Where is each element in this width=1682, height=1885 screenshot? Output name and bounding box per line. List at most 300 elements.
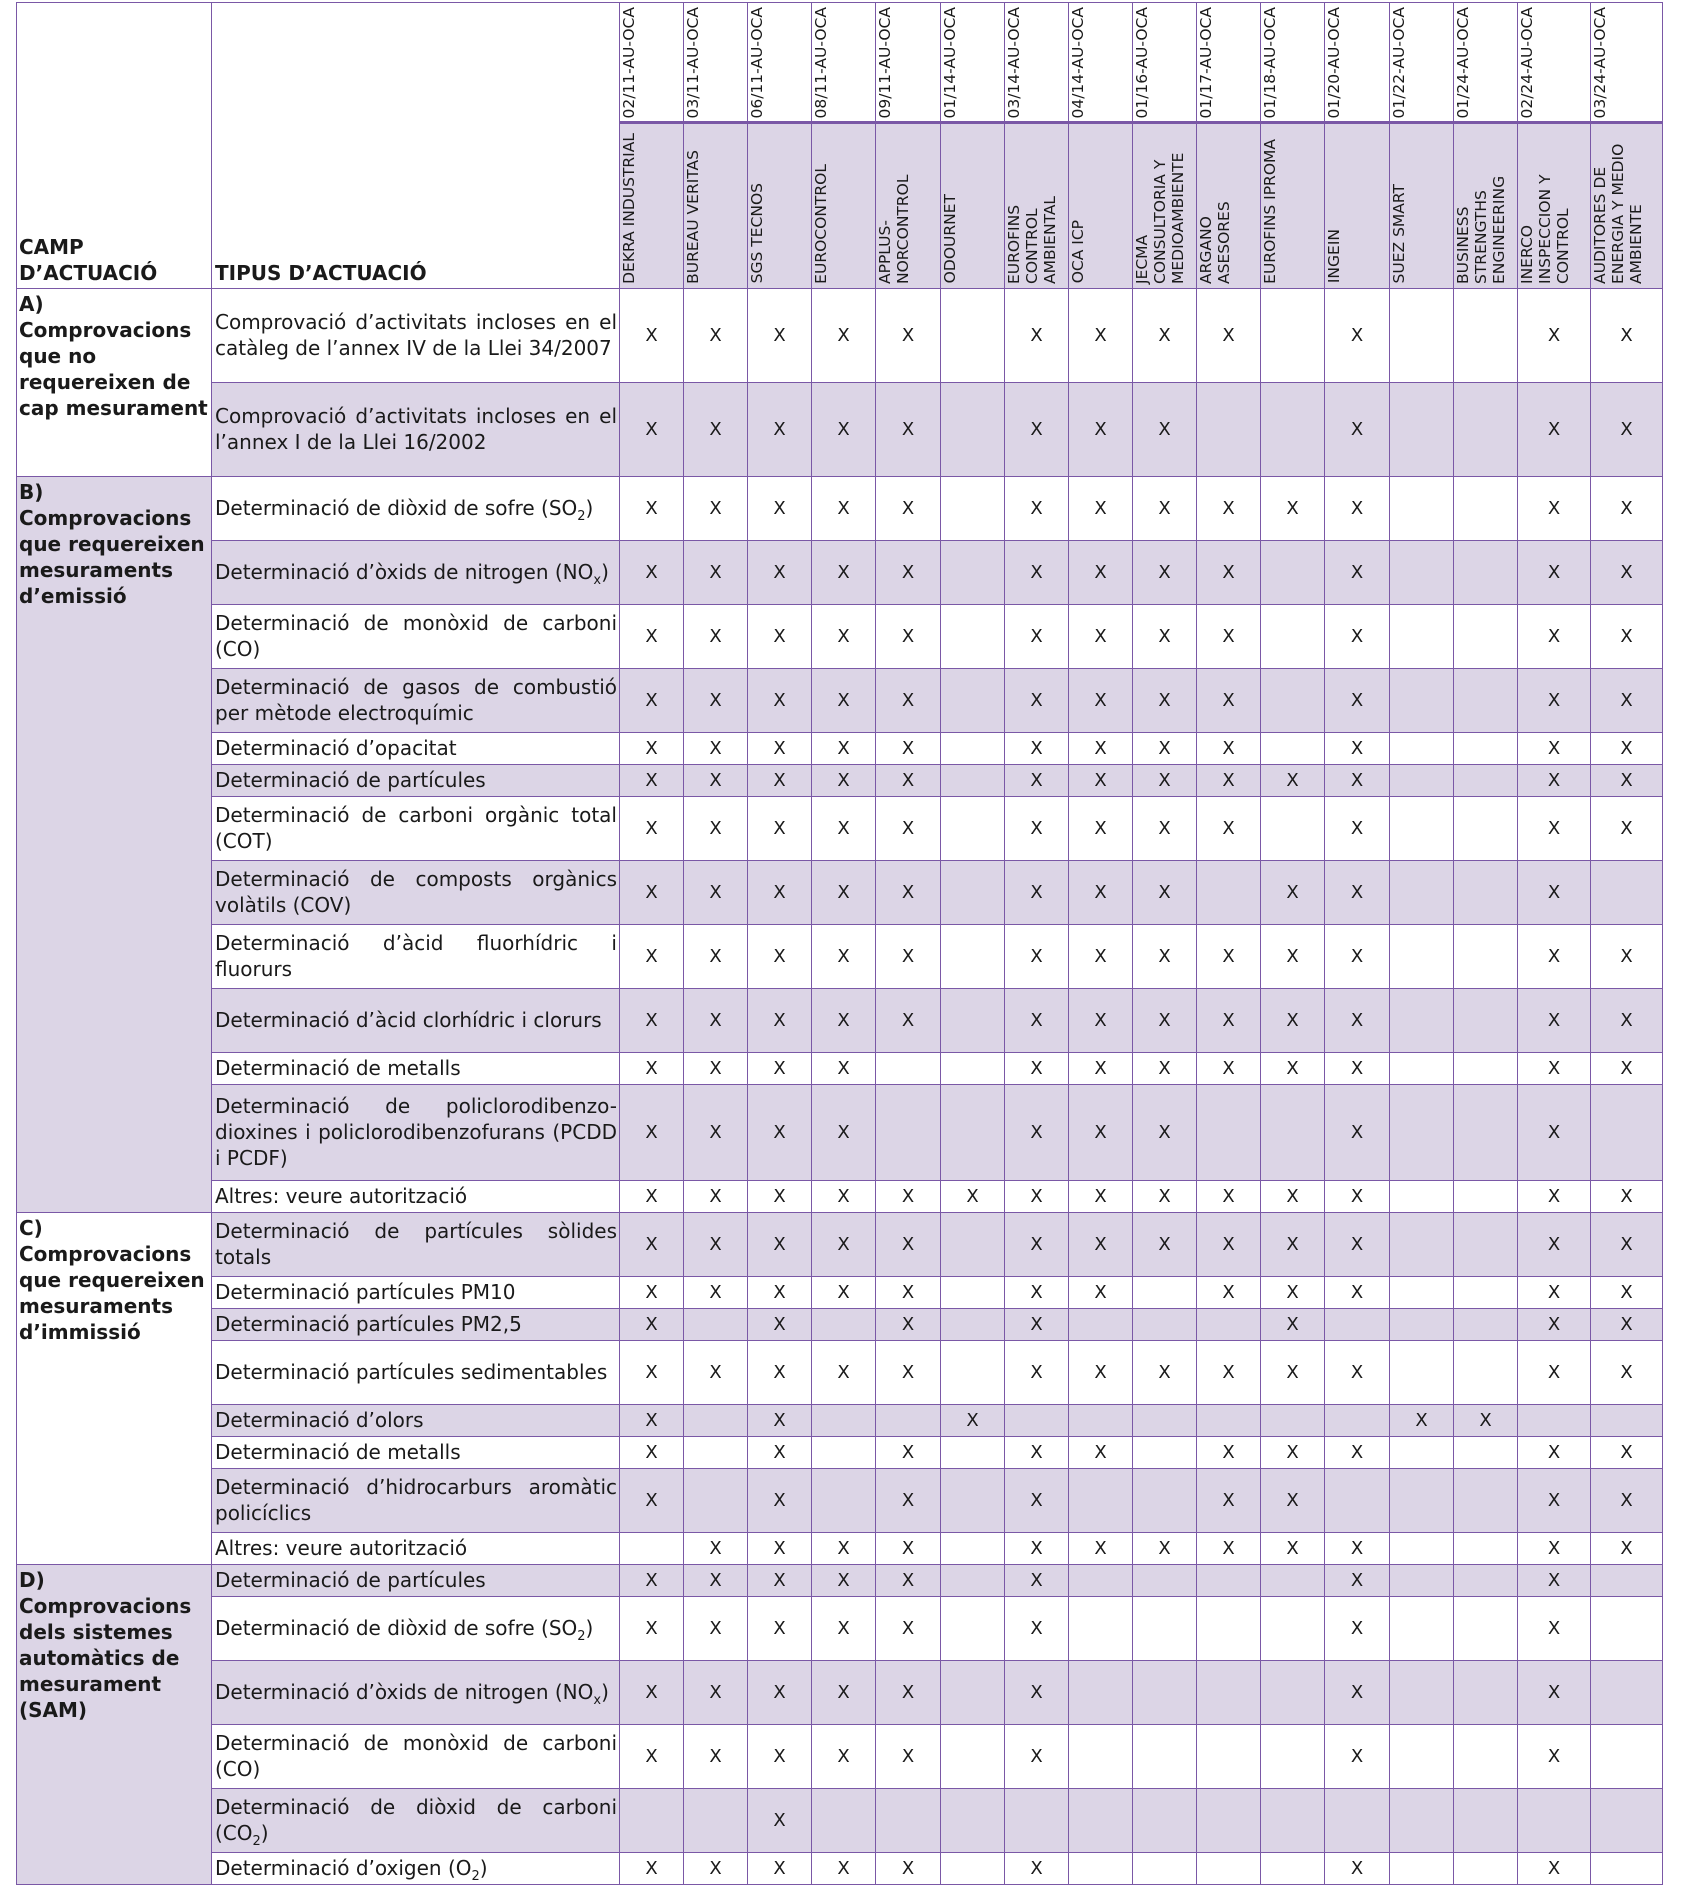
authorization-mark-cell [1390,1564,1454,1596]
authorization-mark-cell: X [1005,1596,1069,1660]
authorization-mark-cell [620,1532,684,1564]
authorization-mark-cell: X [620,1436,684,1468]
header-authorization-code [876,3,941,123]
authorization-mark-cell: X [812,924,876,988]
authorization-mark-cell [1454,1212,1518,1276]
authorization-code-label: 04/14-AU-OCA [1069,7,1087,119]
authorization-mark-cell: X [1005,1660,1069,1724]
authorization-mark-cell: X [1591,540,1663,604]
authorization-mark-cell [941,1212,1005,1276]
authorization-mark-cell: X [876,668,941,732]
table-row [17,1532,1663,1564]
authorization-mark-cell: X [1325,382,1390,476]
authorization-mark-cell: X [1069,988,1133,1052]
table-row [17,1468,1663,1532]
authorization-code-label: 03/11-AU-OCA [684,7,702,119]
table-row [17,1212,1663,1276]
authorization-mark-cell: X [1325,1852,1390,1884]
actuation-type-label: Determinació de carboni orgànic total (COT) [215,803,617,854]
authorization-mark-cell [812,1404,876,1436]
authorization-mark-cell [1390,382,1454,476]
authorization-mark-cell [1197,1308,1261,1340]
actuation-type-cell [212,796,620,860]
table-row [17,1564,1663,1596]
authorization-mark-cell [1261,1788,1325,1852]
authorization-mark-cell: X [1197,1532,1261,1564]
authorization-mark-cell [812,1436,876,1468]
actuation-type-cell [212,1724,620,1788]
authorization-mark-cell: X [812,1660,876,1724]
authorization-mark-cell: X [1005,924,1069,988]
authorization-mark-cell: X [1005,796,1069,860]
authorization-mark-cell: X [1325,764,1390,796]
authorization-mark-cell: X [1005,732,1069,764]
authorization-mark-cell [941,860,1005,924]
authorization-mark-cell [1325,1468,1390,1532]
table-row [17,860,1663,924]
authorization-mark-cell: X [812,1852,876,1884]
authorization-mark-cell: X [1069,1212,1133,1276]
authorization-mark-cell: X [1518,604,1591,668]
authorization-mark-cell: X [1325,1596,1390,1660]
authorization-mark-cell: X [876,1436,941,1468]
authorization-mark-cell: X [1325,1212,1390,1276]
authorization-mark-cell: X [876,1852,941,1884]
authorization-mark-cell: X [684,1340,748,1404]
company-name-label: ODOURNET [941,194,959,284]
actuation-type-label: Altres: veure autorització [215,1536,468,1561]
authorization-mark-cell: X [1518,288,1591,382]
header-authorization-code [1390,3,1454,123]
authorization-mark-cell: X [1005,540,1069,604]
authorization-mark-cell: X [1591,764,1663,796]
header-company [1591,122,1663,288]
authorization-mark-cell [1261,288,1325,382]
authorization-mark-cell: X [1069,1276,1133,1308]
authorization-mark-cell [1454,1052,1518,1084]
authorization-mark-cell: X [1591,924,1663,988]
authorization-mark-cell: X [1069,1340,1133,1404]
authorization-mark-cell: X [684,382,748,476]
authorization-mark-cell: X [684,924,748,988]
table-row [17,1340,1663,1404]
authorization-mark-cell: X [748,1308,812,1340]
authorization-mark-cell: X [684,1276,748,1308]
authorization-mark-cell [684,1788,748,1852]
table-row [17,382,1663,476]
authorization-mark-cell: X [1005,1308,1069,1340]
authorization-mark-cell [1261,1564,1325,1596]
authorization-mark-cell: X [748,796,812,860]
section-title: A) Comprovacions que no requereixen de cap mesurament [17,288,212,476]
authorization-mark-cell: X [1325,288,1390,382]
authorization-mark-cell [1133,1436,1197,1468]
authorization-mark-cell: X [1133,540,1197,604]
authorization-mark-cell: X [684,668,748,732]
authorization-mark-cell: X [876,1308,941,1340]
authorization-mark-cell: X [748,1724,812,1788]
authorization-mark-cell [1390,1596,1454,1660]
actuation-type-label: Determinació de metalls [215,1440,461,1465]
table-row [17,476,1663,540]
authorization-mark-cell [1454,1724,1518,1788]
authorization-mark-cell: X [1005,1180,1069,1212]
authorization-mark-cell: X [1518,764,1591,796]
authorization-mark-cell: X [748,1052,812,1084]
actuation-type-label: Determinació de diòxid de sofre [215,496,542,521]
authorization-mark-cell [941,288,1005,382]
authorization-mark-cell: X [1325,1084,1390,1180]
authorization-mark-cell [1133,1788,1197,1852]
header-camp-actuacio: CAMP D’ACTUACIÓ [17,3,212,289]
authorization-mark-cell [1133,1404,1197,1436]
authorization-mark-cell [1454,476,1518,540]
actuation-type-cell [212,288,620,382]
authorization-mark-cell [876,1788,941,1852]
authorization-mark-cell [941,796,1005,860]
authorization-mark-cell: X [684,1084,748,1180]
authorization-mark-cell: X [1591,732,1663,764]
authorization-mark-cell [1261,668,1325,732]
authorization-mark-cell: X [1518,1308,1591,1340]
actuation-type-cell [212,1084,620,1180]
authorization-mark-cell: X [1518,1532,1591,1564]
authorization-mark-cell [1069,1788,1133,1852]
actuation-type-cell [212,604,620,668]
actuation-type-cell [212,1052,620,1084]
authorization-mark-cell [1454,1660,1518,1724]
table-row [17,604,1663,668]
authorization-mark-cell: X [1133,476,1197,540]
authorization-mark-cell [1454,382,1518,476]
authorization-mark-cell: X [1005,764,1069,796]
authorization-mark-cell: X [1591,382,1663,476]
authorization-mark-cell: X [1197,476,1261,540]
authorization-code-label: 03/14-AU-OCA [1005,7,1023,119]
authorization-mark-cell: X [812,796,876,860]
authorization-mark-cell: X [1518,1468,1591,1532]
authorization-mark-cell: X [620,732,684,764]
authorization-mark-cell [1325,1404,1390,1436]
authorization-mark-cell: X [1069,764,1133,796]
authorization-mark-cell: X [684,1180,748,1212]
authorization-mark-cell [1197,1404,1261,1436]
authorization-mark-cell [941,604,1005,668]
authorization-mark-cell: X [1005,476,1069,540]
authorization-mark-cell: X [1005,1468,1069,1532]
authorization-mark-cell: X [1518,1276,1591,1308]
authorization-mark-cell: X [1133,604,1197,668]
authorization-mark-cell: X [1005,1212,1069,1276]
actuation-type-cell [212,1788,620,1852]
authorization-mark-cell [1325,1788,1390,1852]
authorization-mark-cell: X [620,1564,684,1596]
authorization-mark-cell: X [1325,1340,1390,1404]
authorization-mark-cell [941,1724,1005,1788]
actuation-type-cell [212,1404,620,1436]
authorization-mark-cell [1390,732,1454,764]
header-authorization-code [812,3,876,123]
authorization-mark-cell: X [1518,1564,1591,1596]
authorization-mark-cell: X [1261,988,1325,1052]
company-name-label: INERCO INSPECCION Y CONTROL [1518,173,1572,284]
actuation-type-cell [212,1852,620,1884]
authorization-mark-cell [1261,1852,1325,1884]
authorization-mark-cell: X [812,1276,876,1308]
actuation-type-label: Determinació de composts orgànics volàtils (COV) [215,867,617,918]
authorization-mark-cell [1454,988,1518,1052]
authorization-mark-cell: X [1069,382,1133,476]
authorization-mark-cell [1261,1084,1325,1180]
table-row [17,668,1663,732]
authorization-mark-cell [1390,860,1454,924]
authorization-mark-cell: X [1197,1276,1261,1308]
authorization-mark-cell: X [748,382,812,476]
authorization-mark-cell [1454,732,1518,764]
actuation-type-label: Altres: veure autorització [215,1184,468,1209]
table-row [17,1404,1663,1436]
authorization-mark-cell [1390,1212,1454,1276]
authorization-mark-cell: X [876,988,941,1052]
authorization-mark-cell: X [812,1340,876,1404]
authorization-mark-cell: X [1069,860,1133,924]
authorization-mark-cell [1390,668,1454,732]
actuation-type-cell [212,1308,620,1340]
authorization-mark-cell: X [1518,1340,1591,1404]
authorization-mark-cell [1197,1084,1261,1180]
authorization-mark-cell: X [1005,1724,1069,1788]
actuation-type-cell [212,668,620,732]
authorization-mark-cell: X [748,1084,812,1180]
authorization-mark-cell [1454,1180,1518,1212]
actuation-type-formula: $(NO_x)$ [554,560,609,589]
authorization-mark-cell: X [620,1468,684,1532]
authorization-mark-cell [1454,1084,1518,1180]
authorization-mark-cell [941,1052,1005,1084]
actuation-type-formula: $(SO_2)$ [541,1616,594,1645]
authorization-mark-cell [941,476,1005,540]
authorization-mark-cell [1261,540,1325,604]
actuation-type-formula: $(NO_x)$ [554,1680,609,1709]
authorization-mark-cell [1390,1436,1454,1468]
table-row [17,1180,1663,1212]
authorization-mark-cell: X [876,764,941,796]
authorization-code-label: 09/11-AU-OCA [876,7,894,119]
authorization-mark-cell: X [812,1212,876,1276]
authorization-mark-cell [1454,1596,1518,1660]
authorization-mark-cell [1591,1564,1663,1596]
authorization-mark-cell [1133,1468,1197,1532]
actuation-type-cell [212,1564,620,1596]
authorization-mark-cell: X [1454,1404,1518,1436]
authorization-mark-cell: X [748,1852,812,1884]
actuation-type-cell [212,860,620,924]
authorization-mark-cell: X [812,382,876,476]
authorization-mark-cell: X [1261,860,1325,924]
authorization-mark-cell: X [1591,1436,1663,1468]
header-authorization-code [1454,3,1518,123]
actuation-type-label: Determinació d’àcid fluorhídric i fluorurs [215,931,617,982]
actuation-type-formula: $(SO_2)$ [541,496,594,525]
authorization-mark-cell: X [620,924,684,988]
authorization-mark-cell [1261,1660,1325,1724]
authorization-mark-cell: X [748,1340,812,1404]
authorization-mark-cell [1261,732,1325,764]
authorization-mark-cell: X [876,476,941,540]
authorization-mark-cell: X [1005,1532,1069,1564]
header-company [1133,122,1197,288]
authorization-mark-cell: X [1197,764,1261,796]
actuation-type-cell [212,764,620,796]
authorization-mark-cell: X [620,1212,684,1276]
authorization-mark-cell: X [1591,668,1663,732]
company-name-label: EUROFINS CONTROL AMBIENTAL [1005,195,1059,284]
actuation-type-label: Determinació de partícules [215,1568,486,1593]
authorization-mark-cell: X [748,988,812,1052]
authorization-mark-cell: X [1197,1436,1261,1468]
authorization-mark-cell: X [1325,988,1390,1052]
actuation-type-cell [212,1468,620,1532]
authorization-mark-cell: X [812,1180,876,1212]
authorization-mark-cell: X [812,988,876,1052]
authorization-mark-cell: X [1325,1660,1390,1724]
authorization-mark-cell: X [1133,1532,1197,1564]
actuation-type-cell [212,1660,620,1724]
authorization-mark-cell [1197,1788,1261,1852]
authorization-mark-cell: X [1518,476,1591,540]
company-name-label: BUSINESS STRENGTHS ENGINEERING [1454,175,1508,284]
header-authorization-code [1133,3,1197,123]
authorization-mark-cell: X [684,764,748,796]
authorization-mark-cell: X [1261,1052,1325,1084]
company-name-label: EUROCONTROL [812,163,830,284]
actuation-type-cell [212,382,620,476]
authorization-mark-cell: X [620,860,684,924]
authorization-mark-cell [1133,1852,1197,1884]
authorization-mark-cell: X [1197,1052,1261,1084]
authorization-mark-cell: X [748,732,812,764]
authorization-mark-cell: X [620,1052,684,1084]
authorization-mark-cell: X [620,1404,684,1436]
authorization-mark-cell [1197,1564,1261,1596]
authorization-code-label: 01/20-AU-OCA [1325,7,1343,119]
authorization-mark-cell: X [876,1212,941,1276]
authorization-mark-cell: X [1197,732,1261,764]
authorization-mark-cell: X [1005,988,1069,1052]
actuation-type-label: Determinació d’àcid clorhídric i clorurs [215,1008,602,1033]
authorization-mark-cell: X [1325,924,1390,988]
authorization-mark-cell: X [620,668,684,732]
authorization-mark-cell [941,1276,1005,1308]
header-authorization-code [620,3,684,123]
authorization-mark-cell: X [748,604,812,668]
authorization-mark-cell: X [1261,1468,1325,1532]
table-row [17,1276,1663,1308]
authorization-mark-cell: X [1069,1052,1133,1084]
header-company [1390,122,1454,288]
authorization-mark-cell: X [1133,1212,1197,1276]
authorization-mark-cell [1069,1564,1133,1596]
authorization-mark-cell [941,1308,1005,1340]
authorization-mark-cell [1390,1852,1454,1884]
authorization-mark-cell: X [1197,288,1261,382]
authorization-mark-cell: X [748,1564,812,1596]
authorization-mark-cell: X [876,1564,941,1596]
authorization-mark-cell: X [620,382,684,476]
authorization-code-label: 01/18-AU-OCA [1261,7,1279,119]
authorization-mark-cell: X [1591,1340,1663,1404]
authorization-mark-cell [1518,1404,1591,1436]
actuation-type-cell [212,1276,620,1308]
authorization-mark-cell: X [1325,796,1390,860]
authorization-mark-cell [1197,1852,1261,1884]
actuation-type-label: Determinació de gasos de combustió per mètode electroquímic [215,675,617,726]
actuation-type-label: Determinació d’opacitat [215,736,457,761]
authorization-mark-cell: X [1518,796,1591,860]
actuation-type-label: Determinació de monòxid de carboni (CO) [215,1731,617,1782]
authorization-mark-cell: X [1591,988,1663,1052]
actuation-type-cell [212,1596,620,1660]
authorization-mark-cell [1454,1564,1518,1596]
authorization-mark-cell [1133,1660,1197,1724]
authorization-mark-cell [941,1564,1005,1596]
authorization-mark-cell: X [812,1052,876,1084]
authorization-mark-cell [1390,988,1454,1052]
authorization-mark-cell: X [812,1596,876,1660]
authorization-mark-cell: X [876,1468,941,1532]
authorization-mark-cell: X [1261,476,1325,540]
authorization-mark-cell: X [1518,924,1591,988]
authorization-mark-cell: X [1518,1084,1591,1180]
authorization-mark-cell: X [1518,1596,1591,1660]
authorization-mark-cell: X [876,1532,941,1564]
authorization-mark-cell: X [876,1340,941,1404]
authorization-mark-cell: X [1261,1276,1325,1308]
authorization-mark-cell: X [812,860,876,924]
authorization-mark-cell [941,1788,1005,1852]
table-row [17,988,1663,1052]
authorization-mark-cell [1325,1308,1390,1340]
authorization-mark-cell: X [1325,1180,1390,1212]
authorization-mark-cell [941,924,1005,988]
authorization-mark-cell: X [812,732,876,764]
authorization-mark-cell [1261,382,1325,476]
authorization-mark-cell: X [1197,1212,1261,1276]
authorization-mark-cell: X [876,540,941,604]
authorization-mark-cell: X [1005,288,1069,382]
authorization-mark-cell: X [1133,668,1197,732]
table-row [17,1308,1663,1340]
authorization-mark-cell [1591,1788,1663,1852]
authorization-mark-cell [1069,1724,1133,1788]
authorization-mark-cell: X [1005,1436,1069,1468]
authorization-mark-cell: X [876,288,941,382]
authorization-mark-cell: X [876,1596,941,1660]
authorization-mark-cell [1454,764,1518,796]
authorization-mark-cell: X [1591,1212,1663,1276]
authorization-mark-cell [941,1468,1005,1532]
authorization-mark-cell: X [748,1436,812,1468]
authorization-mark-cell: X [1197,1468,1261,1532]
authorization-mark-cell: X [941,1180,1005,1212]
authorization-mark-cell: X [1133,988,1197,1052]
table-row [17,732,1663,764]
authorization-mark-cell: X [1197,1180,1261,1212]
authorization-mark-cell: X [1069,1532,1133,1564]
header-authorization-code [1005,3,1069,123]
authorization-mark-cell: X [1197,604,1261,668]
authorization-mark-cell: X [1518,382,1591,476]
